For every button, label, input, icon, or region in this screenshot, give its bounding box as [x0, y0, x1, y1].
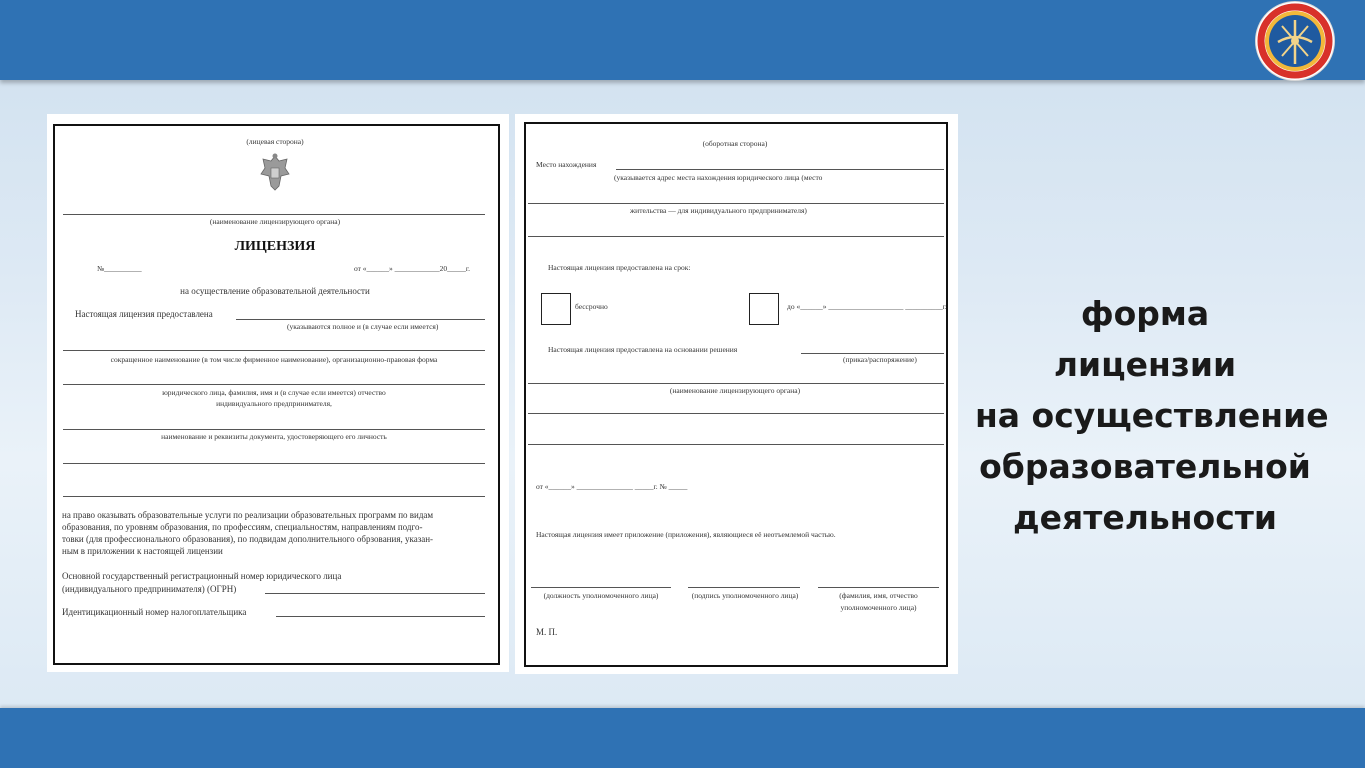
ogrn-label-1: Основной государственный регистрационный номер юридического лица: [62, 571, 342, 581]
title-line-3: на осуществление: [975, 396, 1329, 435]
front-side-label: (лицевая сторона): [246, 137, 304, 146]
appendix-text: Настоящая лицензия имеет приложение (приложения), являющиеся её неотъемлемой частью.: [536, 530, 836, 539]
right-text-line-2: образования, по уровням образования, по профессиям, специальностям, направлениям подго-: [62, 522, 423, 532]
back-side-label: (оборотная сторона): [702, 139, 768, 148]
granted-to-label: Настоящая лицензия предоставлена: [75, 309, 213, 319]
until-checkbox: [749, 293, 779, 325]
location-hint-1: (указывается адрес места нахождения юридического лица (место: [614, 173, 823, 182]
term-label: Настоящая лицензия предоставлена на срок:: [548, 263, 691, 272]
location-label: Место нахождения: [536, 160, 597, 169]
basis-label: Настоящая лицензия предоставлена на основании решения: [548, 345, 738, 354]
license-number: №__________: [97, 264, 142, 273]
document-hint: наименование и реквизиты документа, удостоверяющего его личность: [161, 432, 387, 441]
legal-entity-hint-2: индивидуального предпринимателя,: [216, 399, 332, 408]
back-organ-caption: (наименование лицензирующего органа): [669, 386, 801, 395]
sign-name-hint-2: уполномоченного лица): [840, 603, 917, 612]
bottom-banner: [0, 708, 1365, 768]
sign-position-hint: (должность уполномоченного лица): [543, 591, 659, 600]
title-line-1: форма: [1080, 294, 1210, 333]
granted-hint: (указываются полное и (в случае если имеется): [287, 322, 439, 331]
title-line-2: лицензии: [1053, 345, 1237, 384]
right-text-line-4: ным в приложении к настоящей лицензии: [62, 546, 223, 556]
sign-signature-hint: (подпись уполномоченного лица): [691, 591, 799, 600]
legal-entity-hint-1: юридического лица, фамилия, имя и (в случае если имеется) отчество: [162, 388, 386, 397]
coat-of-arms-icon: [259, 152, 291, 192]
basis-hint: (приказ/распоряжение): [843, 355, 917, 364]
license-date: от «______» ____________20_____г.: [354, 264, 471, 273]
location-hint-2: жительства — для индивидуального предпринимателя): [630, 206, 807, 215]
top-banner: [0, 0, 1365, 80]
title-line-4: образовательной: [979, 447, 1311, 486]
title-line-5: деятельности: [1012, 498, 1278, 537]
sign-name-hint-1: (фамилия, имя, отчество: [839, 591, 918, 600]
inn-label: Идентицикационный номер налогоплательщика: [62, 607, 247, 617]
right-text-line-3: товки (для профессионального образования), по подвидам дополнительного обрзования, указан-: [62, 534, 434, 544]
front-organ-caption: (наименование лицензирующего органа): [209, 217, 341, 226]
stamp-label: М. П.: [536, 627, 558, 637]
short-name-hint: сокращенное наименование (в том числе фирменное наименование), организационно-правовая форма: [110, 355, 438, 364]
license-heading: ЛИЦЕНЗИЯ: [234, 239, 316, 254]
emblem-logo: [1256, 2, 1334, 80]
indefinite-checkbox: [541, 293, 571, 325]
ogrn-label-2: (индивидуального предпринимателя) (ОГРН): [62, 584, 237, 594]
until-label: до «______» ____________________ __________г.: [787, 302, 947, 311]
right-text-line-1: на право оказывать образовательные услуги по реализации образовательных программ по видам: [62, 510, 434, 520]
slide-title: [975, 288, 1329, 543]
indefinite-label: бессрочно: [575, 302, 608, 311]
decision-date-number: от «______» _______________ _____г. № _____: [536, 482, 688, 491]
license-purpose: на осуществление образовательной деятельности: [180, 286, 370, 296]
